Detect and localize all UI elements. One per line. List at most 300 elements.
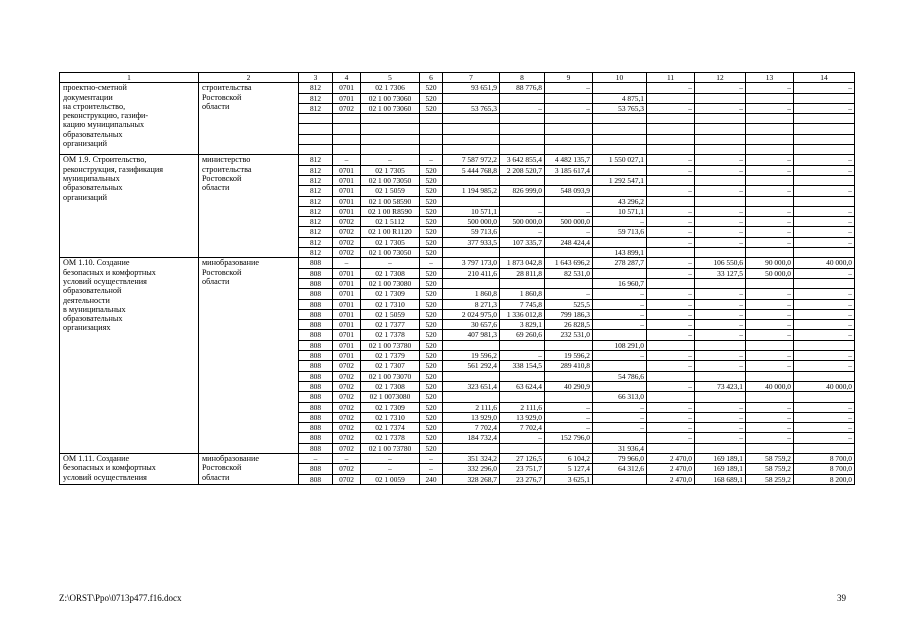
description-line: образовательных xyxy=(63,129,123,139)
table-cell: – xyxy=(794,227,855,237)
table-cell: 02 1 7306 xyxy=(361,83,420,93)
table-cell: 2 111,6 xyxy=(500,402,545,412)
table-cell: 520 xyxy=(420,433,443,443)
description-line: безопасных и комфортных xyxy=(63,267,156,277)
table-cell: – xyxy=(647,309,695,319)
column-header: 1 xyxy=(60,73,199,83)
table-cell: 16 960,7 xyxy=(593,278,647,288)
description-line: образовательных xyxy=(63,314,123,324)
table-cell: 02 1 7305 xyxy=(361,165,420,175)
table-cell: – xyxy=(500,227,545,237)
table-cell xyxy=(500,443,545,453)
table-cell xyxy=(299,124,333,134)
table-cell: 808 xyxy=(299,289,333,299)
table-cell: 1 194 985,2 xyxy=(443,186,500,196)
table-cell: – xyxy=(794,412,855,422)
table-cell: 520 xyxy=(420,361,443,371)
table-cell: 328 268,7 xyxy=(443,474,500,484)
table-cell: 59 713,6 xyxy=(443,227,500,237)
table-cell xyxy=(746,114,794,124)
table-cell: 500 000,0 xyxy=(545,217,593,227)
executor-line: Ростовской xyxy=(202,463,242,473)
table-cell xyxy=(333,134,361,144)
table-cell: 0702 xyxy=(333,443,361,453)
table-cell: – xyxy=(794,83,855,93)
table-cell xyxy=(593,114,647,124)
table-cell: 5 444 768,8 xyxy=(443,165,500,175)
table-cell: – xyxy=(361,258,420,268)
table-cell: 53 765,3 xyxy=(443,103,500,113)
table-cell: 520 xyxy=(420,402,443,412)
table-cell: 0701 xyxy=(333,165,361,175)
table-cell: 3 797 173,0 xyxy=(443,258,500,268)
table-cell: 33 127,5 xyxy=(695,268,746,278)
table-cell xyxy=(500,93,545,103)
table-cell: – xyxy=(746,217,794,227)
description-line: реконструкцию, газифи- xyxy=(63,111,149,121)
table-cell: – xyxy=(647,402,695,412)
table-cell: 02 1 0073080 xyxy=(361,392,420,402)
table-cell xyxy=(695,371,746,381)
table-cell xyxy=(500,248,545,258)
table-cell: 1 292 547,1 xyxy=(593,175,647,185)
table-cell: 93 651,9 xyxy=(443,83,500,93)
table-header-row xyxy=(60,73,855,83)
table-cell: 808 xyxy=(299,340,333,350)
column-header: 12 xyxy=(695,73,746,83)
table-cell: – xyxy=(794,320,855,330)
table-cell: – xyxy=(695,206,746,216)
table-cell: – xyxy=(361,453,420,463)
table-cell xyxy=(500,145,545,155)
table-cell: 500 000,0 xyxy=(443,217,500,227)
description-line: ОМ 1.10. Создание xyxy=(63,258,130,268)
table-cell xyxy=(647,196,695,206)
table-cell: – xyxy=(593,299,647,309)
table-cell: 26 828,5 xyxy=(545,320,593,330)
table-cell: – xyxy=(746,361,794,371)
table-cell: – xyxy=(746,402,794,412)
table-cell xyxy=(443,93,500,103)
table-cell xyxy=(794,278,855,288)
table-cell xyxy=(545,392,593,402)
table-cell: – xyxy=(794,402,855,412)
table-cell: 520 xyxy=(420,423,443,433)
table-cell: 8 200,0 xyxy=(794,474,855,484)
table-cell: 0702 xyxy=(333,248,361,258)
table-cell xyxy=(647,278,695,288)
table-cell: 43 296,2 xyxy=(593,196,647,206)
table-cell: 808 xyxy=(299,258,333,268)
table-cell: – xyxy=(794,351,855,361)
table-cell: – xyxy=(746,351,794,361)
table-cell: 28 811,8 xyxy=(500,268,545,278)
table-cell: 1 643 696,2 xyxy=(545,258,593,268)
table-cell: 520 xyxy=(420,381,443,391)
description-line: условий осуществления xyxy=(63,276,147,286)
column-header: 4 xyxy=(333,73,361,83)
table-cell: 02 1 7307 xyxy=(361,361,420,371)
table-cell: 0701 xyxy=(333,83,361,93)
table-cell xyxy=(794,371,855,381)
table-cell: 3 625,1 xyxy=(545,474,593,484)
table-cell xyxy=(443,196,500,206)
table-cell: 520 xyxy=(420,248,443,258)
table-cell: 59 713,6 xyxy=(593,227,647,237)
table-cell: – xyxy=(695,412,746,422)
table-cell: 0701 xyxy=(333,93,361,103)
table-cell: 19 596,2 xyxy=(545,351,593,361)
table-cell xyxy=(443,443,500,453)
table-cell xyxy=(695,134,746,144)
table-cell: 50 000,0 xyxy=(746,268,794,278)
table-cell: 66 313,0 xyxy=(593,392,647,402)
table-cell xyxy=(647,392,695,402)
table-cell xyxy=(333,114,361,124)
table-cell: – xyxy=(695,217,746,227)
table-cell: – xyxy=(647,155,695,165)
table-cell: 812 xyxy=(299,165,333,175)
table-cell: 02 1 00 73050 xyxy=(361,248,420,258)
table-cell xyxy=(593,237,647,247)
table-cell: 02 1 00 73070 xyxy=(361,371,420,381)
table-cell: 808 xyxy=(299,320,333,330)
table-cell: – xyxy=(647,361,695,371)
table-cell: – xyxy=(545,206,593,216)
table-cell xyxy=(593,83,647,93)
table-cell xyxy=(545,145,593,155)
table-cell xyxy=(593,124,647,134)
table-cell: 7 702,4 xyxy=(443,423,500,433)
table-cell: 10 571,1 xyxy=(593,206,647,216)
table-cell: 3 829,1 xyxy=(500,320,545,330)
table-cell: – xyxy=(647,237,695,247)
table-cell: 808 xyxy=(299,309,333,319)
table-cell xyxy=(500,371,545,381)
table-cell: – xyxy=(695,165,746,175)
table-cell xyxy=(794,196,855,206)
table-cell: 799 186,3 xyxy=(545,309,593,319)
description-line: организациях xyxy=(63,323,111,333)
table-cell: 02 1 7378 xyxy=(361,330,420,340)
description-line: документации xyxy=(63,92,113,102)
table-cell xyxy=(500,278,545,288)
table-cell: – xyxy=(794,103,855,113)
table-cell: 107 335,7 xyxy=(500,237,545,247)
table-cell: 23 276,7 xyxy=(500,474,545,484)
table-cell xyxy=(545,371,593,381)
table-cell: – xyxy=(794,165,855,175)
executor-line: Ростовской xyxy=(202,92,242,102)
table-cell: 02 1 00 58590 xyxy=(361,196,420,206)
table-cell xyxy=(361,114,420,124)
table-cell: – xyxy=(647,320,695,330)
table-cell: – xyxy=(695,330,746,340)
table-cell: – xyxy=(746,330,794,340)
table-cell: 02 1 7310 xyxy=(361,412,420,422)
table-cell: 02 1 7374 xyxy=(361,423,420,433)
table-cell: – xyxy=(647,268,695,278)
column-header: 10 xyxy=(593,73,647,83)
description-line: муниципальных xyxy=(63,173,120,183)
table-cell: 4 875,1 xyxy=(593,93,647,103)
table-cell: 19 596,2 xyxy=(443,351,500,361)
table-cell: 248 424,4 xyxy=(545,237,593,247)
table-cell: 6 104,2 xyxy=(545,453,593,463)
table-cell: – xyxy=(647,330,695,340)
table-cell xyxy=(647,145,695,155)
table-cell xyxy=(593,268,647,278)
table-cell: 377 933,5 xyxy=(443,237,500,247)
table-cell: 0702 xyxy=(333,237,361,247)
table-cell: 02 1 5112 xyxy=(361,217,420,227)
table-cell: – xyxy=(500,351,545,361)
table-cell: 54 786,6 xyxy=(593,371,647,381)
table-cell: 10 571,1 xyxy=(443,206,500,216)
table-cell: – xyxy=(794,361,855,371)
table-cell: – xyxy=(361,464,420,474)
measure-description xyxy=(60,155,199,258)
table-cell xyxy=(647,124,695,134)
table-cell xyxy=(695,392,746,402)
table-cell: 169 189,1 xyxy=(695,464,746,474)
description-line: организаций xyxy=(63,139,107,149)
table-cell xyxy=(420,134,443,144)
table-cell: – xyxy=(647,206,695,216)
table-cell: 5 127,4 xyxy=(545,464,593,474)
table-cell: 0702 xyxy=(333,474,361,484)
table-cell: 520 xyxy=(420,93,443,103)
executor-line: Ростовской xyxy=(202,267,242,277)
table-cell xyxy=(593,433,647,443)
table-cell xyxy=(443,134,500,144)
table-cell xyxy=(545,278,593,288)
table-cell xyxy=(545,248,593,258)
column-header: 7 xyxy=(443,73,500,83)
table-cell: – xyxy=(647,258,695,268)
table-cell: 0702 xyxy=(333,464,361,474)
table-cell: 30 657,6 xyxy=(443,320,500,330)
table-cell xyxy=(794,124,855,134)
table-cell: 808 xyxy=(299,351,333,361)
table-cell: – xyxy=(695,361,746,371)
column-header: 13 xyxy=(746,73,794,83)
executor-line: области xyxy=(202,472,230,482)
table-cell: 561 292,4 xyxy=(443,361,500,371)
table-cell xyxy=(443,114,500,124)
table-cell: 0701 xyxy=(333,186,361,196)
responsible-executor xyxy=(199,155,299,258)
table-cell: 520 xyxy=(420,289,443,299)
table-cell: 232 531,0 xyxy=(545,330,593,340)
table-cell: – xyxy=(647,103,695,113)
table-cell xyxy=(545,93,593,103)
table-cell: – xyxy=(420,258,443,268)
description-line: на строительство, xyxy=(63,101,126,111)
table-cell xyxy=(647,340,695,350)
table-row xyxy=(60,155,855,165)
table-cell: 8 700,0 xyxy=(794,453,855,463)
table-cell: 520 xyxy=(420,330,443,340)
table-cell: 520 xyxy=(420,186,443,196)
table-cell: – xyxy=(746,227,794,237)
table-cell: – xyxy=(794,309,855,319)
table-cell: 02 1 7310 xyxy=(361,299,420,309)
table-cell xyxy=(420,114,443,124)
table-cell xyxy=(361,145,420,155)
table-cell xyxy=(443,175,500,185)
table-cell xyxy=(647,114,695,124)
table-cell: – xyxy=(647,381,695,391)
responsible-executor xyxy=(199,83,299,155)
table-cell xyxy=(746,443,794,453)
description-line: ОМ 1.11. Создание xyxy=(63,453,130,463)
table-cell xyxy=(695,114,746,124)
table-cell: 520 xyxy=(420,278,443,288)
table-cell xyxy=(443,248,500,258)
table-cell: – xyxy=(794,268,855,278)
table-cell: – xyxy=(647,227,695,237)
table-cell: – xyxy=(746,103,794,113)
table-cell: 808 xyxy=(299,464,333,474)
table-cell: – xyxy=(794,155,855,165)
table-cell xyxy=(794,93,855,103)
table-cell: 108 291,0 xyxy=(593,340,647,350)
table-cell: – xyxy=(746,237,794,247)
table-cell: 2 470,0 xyxy=(647,464,695,474)
table-cell xyxy=(794,175,855,185)
table-cell: 0702 xyxy=(333,381,361,391)
table-cell: 1 860,8 xyxy=(500,289,545,299)
description-line: в муниципальных xyxy=(63,304,126,314)
table-cell: – xyxy=(647,412,695,422)
table-cell: – xyxy=(695,423,746,433)
table-cell: 90 000,0 xyxy=(746,258,794,268)
table-cell: 02 1 5059 xyxy=(361,186,420,196)
table-cell: 2 470,0 xyxy=(647,453,695,463)
table-cell: – xyxy=(695,433,746,443)
table-cell: 520 xyxy=(420,103,443,113)
table-cell: 520 xyxy=(420,412,443,422)
table-cell: 812 xyxy=(299,196,333,206)
table-cell: 02 1 7309 xyxy=(361,402,420,412)
table-cell: – xyxy=(695,289,746,299)
table-cell: – xyxy=(746,309,794,319)
table-cell: – xyxy=(545,289,593,299)
table-cell xyxy=(695,145,746,155)
table-cell: 520 xyxy=(420,196,443,206)
table-cell xyxy=(361,134,420,144)
table-cell: – xyxy=(545,423,593,433)
table-cell xyxy=(545,196,593,206)
table-cell: 58 759,2 xyxy=(746,464,794,474)
executor-line: области xyxy=(202,276,230,286)
description-line: проектно-сметной xyxy=(63,83,127,93)
table-cell xyxy=(647,134,695,144)
table-cell xyxy=(443,392,500,402)
table-cell: 2 111,6 xyxy=(443,402,500,412)
table-cell: – xyxy=(420,155,443,165)
table-cell: 02 1 7305 xyxy=(361,237,420,247)
table-cell: 338 154,5 xyxy=(500,361,545,371)
table-cell: 143 899,1 xyxy=(593,248,647,258)
table-cell xyxy=(500,340,545,350)
table-cell: – xyxy=(794,299,855,309)
table-cell: 58 259,2 xyxy=(746,474,794,484)
table-cell xyxy=(500,114,545,124)
table-cell: – xyxy=(794,433,855,443)
table-cell: 02 1 7377 xyxy=(361,320,420,330)
table-cell xyxy=(794,340,855,350)
executor-line: минобразование xyxy=(202,453,260,463)
table-cell: 520 xyxy=(420,217,443,227)
table-cell: – xyxy=(647,289,695,299)
table-cell: 812 xyxy=(299,83,333,93)
table-cell xyxy=(443,278,500,288)
table-cell: 53 765,3 xyxy=(593,103,647,113)
table-row xyxy=(60,83,855,93)
table-cell: 13 929,0 xyxy=(443,412,500,422)
table-cell: 02 1 00 73780 xyxy=(361,340,420,350)
responsible-executor xyxy=(199,258,299,454)
table-cell: 0702 xyxy=(333,361,361,371)
description-line: организаций xyxy=(63,192,107,202)
table-cell xyxy=(593,134,647,144)
table-cell: 0702 xyxy=(333,103,361,113)
table-cell: – xyxy=(333,453,361,463)
table-cell: – xyxy=(593,320,647,330)
table-cell: 02 1 7309 xyxy=(361,289,420,299)
table-cell: – xyxy=(500,433,545,443)
column-header: 3 xyxy=(299,73,333,83)
table-cell: – xyxy=(794,289,855,299)
description-line: образовательных xyxy=(63,183,123,193)
table-cell: 812 xyxy=(299,248,333,258)
table-cell: 0701 xyxy=(333,268,361,278)
measure-description xyxy=(60,258,199,454)
table-cell xyxy=(695,248,746,258)
table-cell: – xyxy=(333,155,361,165)
table-cell: 02 1 00 73050 xyxy=(361,175,420,185)
table-cell: 520 xyxy=(420,175,443,185)
table-cell: 808 xyxy=(299,423,333,433)
table-cell: – xyxy=(695,186,746,196)
table-cell: – xyxy=(746,206,794,216)
table-cell: 520 xyxy=(420,392,443,402)
table-cell: – xyxy=(695,309,746,319)
table-cell: – xyxy=(746,289,794,299)
executor-line: строительства xyxy=(202,164,252,174)
table-cell: 88 776,8 xyxy=(500,83,545,93)
table-cell: – xyxy=(746,155,794,165)
table-cell: 520 xyxy=(420,309,443,319)
table-cell: 520 xyxy=(420,83,443,93)
table-cell xyxy=(500,134,545,144)
table-cell: 02 1 00 73780 xyxy=(361,443,420,453)
table-body xyxy=(60,83,855,485)
table-cell xyxy=(500,175,545,185)
table-cell xyxy=(794,134,855,144)
responsible-executor xyxy=(199,453,299,484)
table-cell: – xyxy=(593,412,647,422)
table-cell xyxy=(695,340,746,350)
table-cell xyxy=(746,145,794,155)
table-cell: 808 xyxy=(299,381,333,391)
table-cell: 520 xyxy=(420,371,443,381)
table-cell: 1 873 042,8 xyxy=(500,258,545,268)
table-cell: 1 336 012,8 xyxy=(500,309,545,319)
table-cell: 13 929,0 xyxy=(500,412,545,422)
